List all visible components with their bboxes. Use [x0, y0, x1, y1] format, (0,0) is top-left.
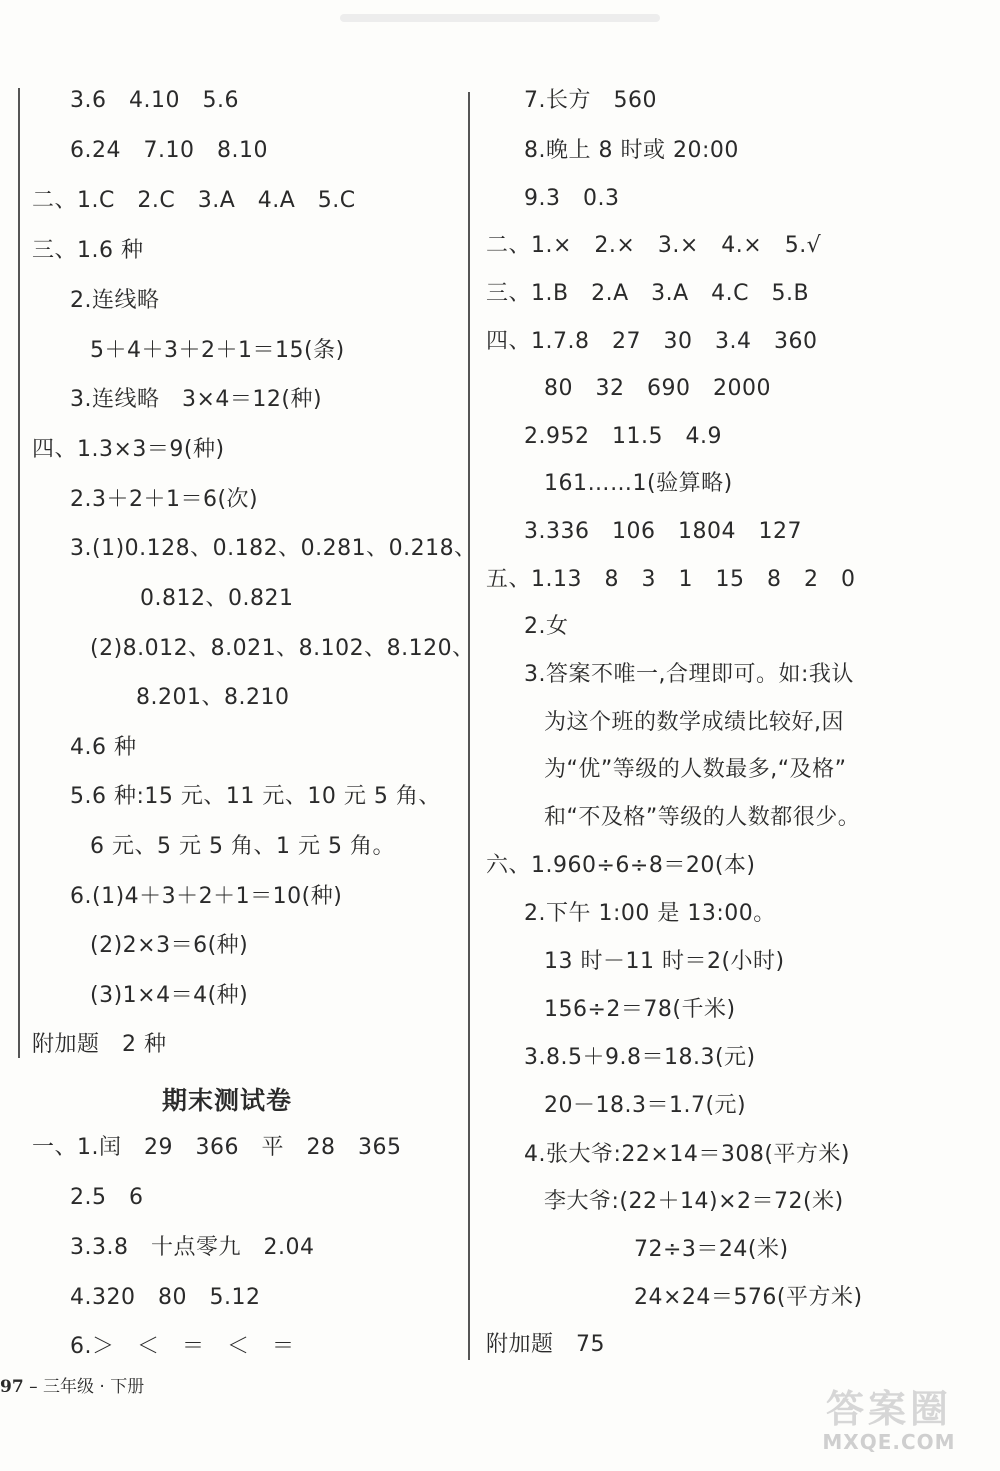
answer-line: 六、1.960÷6÷8＝20(本) [486, 853, 756, 878]
top-faded-header [340, 14, 660, 22]
answer-line: 四、1.7.8 27 30 3.4 360 [486, 329, 818, 354]
answer-line: 为“优”等级的人数最多,“及格” [544, 757, 847, 782]
answer-line: 6.24 7.10 8.10 [70, 138, 268, 163]
answer-line: 李大爷:(22＋14)×2＝72(米) [544, 1189, 844, 1214]
footer-separator: – [29, 1377, 38, 1397]
answer-line: 5＋4＋3＋2＋1＝15(条) [90, 338, 345, 363]
column-divider [468, 92, 470, 1360]
answer-line: 五、1.13 8 3 1 15 8 2 0 [486, 567, 856, 592]
answer-line: 4.张大爷:22×14＝308(平方米) [524, 1142, 850, 1167]
left-margin-rule [18, 88, 20, 1058]
answer-line: 7.长方 560 [524, 88, 657, 113]
answer-line: 附加题 2 种 [32, 1032, 167, 1057]
answer-line: 8.晚上 8 时或 20:00 [524, 138, 739, 163]
answer-line: 13 时－11 时＝2(小时) [544, 949, 785, 974]
answer-line: 24×24＝576(平方米) [634, 1285, 863, 1310]
answer-line: 3.连线略 3×4＝12(种) [70, 387, 323, 412]
page-footer [0, 1372, 144, 1397]
watermark-logo-text: 答案圈 [825, 1387, 952, 1431]
answer-line: 6.(1)4＋3＋2＋1＝10(种) [70, 884, 343, 909]
grade-label: 三年级 · 下册 [42, 1377, 145, 1397]
answer-line: 2.952 11.5 4.9 [524, 424, 722, 449]
answer-line: 4.6 种 [70, 735, 137, 760]
watermark-logo [794, 1388, 984, 1458]
page-number: 97 [0, 1377, 24, 1397]
answer-line: 6.＞ ＜ ＝ ＜ ＝ [70, 1334, 295, 1359]
answer-line: 8.201、8.210 [136, 685, 290, 710]
answer-line: 2.下午 1:00 是 13:00。 [524, 901, 776, 926]
watermark-site: MXQE.COM [822, 1430, 956, 1454]
answer-line: 2.3＋2＋1＝6(次) [70, 487, 259, 512]
answer-line: 72÷3＝24(米) [634, 1237, 789, 1262]
answer-line: 5.6 种:15 元、11 元、10 元 5 角、 [70, 784, 441, 809]
answer-line: 3.(1)0.128、0.182、0.281、0.218、 [70, 536, 477, 561]
answer-line: (2)2×3＝6(种) [90, 933, 249, 958]
answer-line: 3.8.5＋9.8＝18.3(元) [524, 1045, 756, 1070]
answer-line: 20－18.3＝1.7(元) [544, 1093, 747, 1118]
answer-line: 3.答案不唯一,合理即可。如:我认 [524, 662, 854, 687]
answer-line: 161……1(验算略) [544, 471, 733, 496]
answer-line: 2.连线略 [70, 288, 160, 313]
answer-line: 为这个班的数学成绩比较好,因 [544, 710, 844, 735]
answer-line: 二、1.× 2.× 3.× 4.× 5.√ [486, 233, 822, 258]
answer-line: 二、1.C 2.C 3.A 4.A 5.C [32, 188, 356, 213]
answer-line: 9.3 0.3 [524, 186, 620, 211]
answer-line: 0.812、0.821 [140, 586, 294, 611]
answer-line: 和“不及格”等级的人数都很少。 [544, 805, 861, 830]
answer-line: 一、1.闰 29 366 平 28 365 [32, 1135, 402, 1160]
answer-line: 6 元、5 元 5 角、1 元 5 角。 [90, 834, 395, 859]
answer-line: (2)8.012、8.021、8.102、8.120、 [90, 636, 475, 661]
answer-line: 2.5 6 [70, 1185, 144, 1210]
answer-line: 三、1.6 种 [32, 238, 144, 263]
answer-line: 4.320 80 5.12 [70, 1285, 261, 1310]
answer-line: 3.6 4.10 5.6 [70, 88, 239, 113]
answer-line: (3)1×4＝4(种) [90, 983, 249, 1008]
answer-line: 3.3.8 十点零九 2.04 [70, 1235, 315, 1260]
answer-line: 3.336 106 1804 127 [524, 519, 802, 544]
answer-line: 三、1.B 2.A 3.A 4.C 5.B [486, 281, 810, 306]
answer-line: 80 32 690 2000 [544, 376, 771, 401]
answer-line: 附加题 75 [486, 1332, 605, 1357]
answer-line: 四、1.3×3＝9(种) [32, 437, 225, 462]
section-title: 期末测试卷 [162, 1086, 293, 1115]
answer-line: 2.女 [524, 614, 569, 639]
answer-line: 156÷2＝78(千米) [544, 997, 736, 1022]
